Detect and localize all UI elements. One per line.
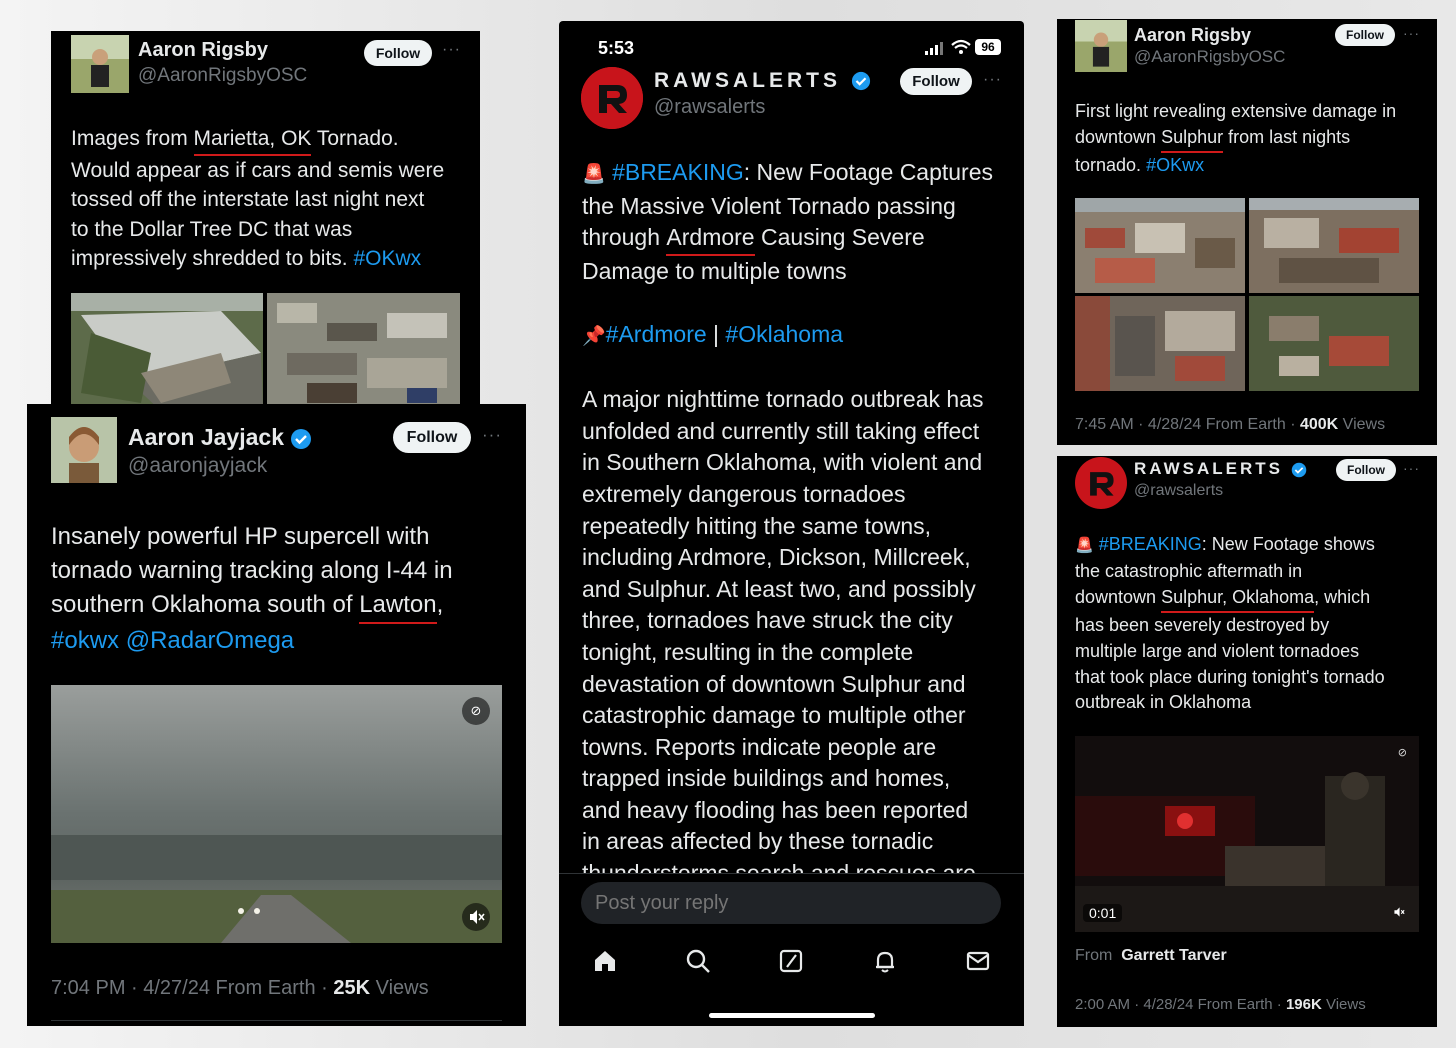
author-name[interactable]: Aaron Rigsby [138, 39, 269, 61]
gif-toggle-icon[interactable]: ⊘ [462, 697, 490, 725]
attribution-name[interactable]: Garrett Tarver [1121, 947, 1227, 964]
more-options-icon[interactable]: ··· [1403, 25, 1420, 41]
timestamp-views: 7:04 PM · 4/27/24 From Earth · 25K Views [51, 977, 429, 999]
phone-screenshot-rawsalerts [559, 21, 1024, 1025]
author-name[interactable]: Aaron Jayjack [128, 424, 284, 450]
damage-photo-warehouse[interactable] [71, 293, 263, 411]
damage-photo-grid [1075, 198, 1419, 391]
damage-photo-3[interactable] [1075, 296, 1245, 391]
tweet-text: 🚨 #BREAKING: New Footage shows the catastrophic aftermath in downtown Sulphur, Oklahoma, which has been severely destroyed by multiple large and violent tornadoes that took place during tonight's tornado outbreak in Oklahoma [1075, 534, 1385, 713]
signal-icon [925, 41, 945, 55]
avatar[interactable] [1075, 457, 1127, 509]
aftermath-video[interactable] [1075, 736, 1419, 932]
timestamp-views: 2:00 AM · 4/28/24 From Earth · 196K Views [1075, 996, 1366, 1013]
mention-link[interactable]: @RadarOmega [125, 627, 295, 654]
underlined-place: Lawton [359, 588, 436, 624]
tweet-text: Images from Marietta, OK Tornado. Would appear as if cars and semis were tossed off the interstate last night next to the Dollar Tree DC that was impressively shredded to bits. #OKwx [71, 124, 471, 274]
mute-icon[interactable] [1391, 904, 1407, 920]
author-handle[interactable]: @aaronjayjack [128, 454, 268, 477]
avatar[interactable] [51, 417, 117, 483]
underlined-place: Marietta, OK [194, 124, 312, 156]
damage-photo-2[interactable] [1249, 198, 1419, 293]
tweet-card-jayjack [27, 404, 526, 1026]
more-options-icon[interactable]: ··· [983, 71, 1002, 88]
tweet-card-rigsby-marietta [51, 31, 480, 411]
supercell-video[interactable] [51, 685, 502, 943]
divider [51, 1020, 502, 1021]
tweet-card-rawsalerts-sulphur [1057, 456, 1437, 1027]
tweet-text: Insanely powerful HP supercell with tornado warning tracking along I-44 in southern Oklahoma south of Lawton, #okwx @RadarOmega [51, 523, 453, 654]
hashtag-link[interactable]: #OKwx [1146, 154, 1205, 175]
follow-button[interactable]: Follow [900, 68, 972, 95]
underlined-place: Sulphur, Oklahoma [1161, 585, 1314, 613]
tweet-text: First light revealing extensive damage in downtown Sulphur from last nights tornado. #OKwx [1075, 101, 1397, 175]
search-icon[interactable] [685, 948, 711, 974]
author-handle[interactable]: @AaronRigsbyOSC [1134, 47, 1286, 66]
author-name[interactable]: Aaron Rigsby [1134, 25, 1252, 45]
more-options-icon[interactable]: ··· [442, 41, 461, 58]
verified-badge-icon [1291, 462, 1307, 478]
home-indicator [709, 1013, 875, 1018]
reply-input[interactable] [581, 882, 1001, 924]
home-icon[interactable] [592, 948, 618, 974]
underlined-place: Ardmore [666, 222, 754, 256]
follow-button[interactable]: Follow [1336, 459, 1396, 481]
hashtag-link[interactable]: #OKwx [353, 247, 422, 270]
tweet-text: 🚨 #BREAKING: New Footage Captures the Massive Violent Tornado passing through Ardmore Causing Severe Damage to multiple towns 📌#Ardmore | #Oklahoma A major nighttime tornado outbreak has unfolded and currently still taking effect in Southern Oklahoma, with violent and extremely dangerous tornadoes repeatedly hitting the same towns, including Ardmore, Dickson, Millcreek, and Sulphur. At least two, and possibly three, tornadoes have struck the city tonight, resulting in the complete devastation of downtown Sulphur and catastrophic damage to multiple other towns. Reports indicate people are trapped inside buildings and homes, and heavy flooding has been reported in areas affected by these tornadic [582, 159, 994, 855]
battery-icon: 96 [975, 39, 1001, 55]
hashtag-link[interactable]: #okwx [51, 627, 120, 654]
hashtag-link[interactable]: #BREAKING [1098, 534, 1202, 554]
status-clock: 5:53 [598, 38, 635, 58]
mute-icon[interactable] [462, 903, 490, 931]
author-name[interactable]: RAWSALERTS [654, 69, 841, 92]
author-name[interactable]: RAWSALERTS [1134, 459, 1283, 478]
verified-badge-icon [290, 428, 312, 450]
avatar[interactable] [71, 35, 129, 93]
hashtag-link[interactable]: #BREAKING [612, 159, 744, 185]
author-handle[interactable]: @rawsalerts [654, 96, 766, 118]
wifi-icon [951, 39, 971, 55]
video-attribution: From Garrett Tarver [1075, 947, 1227, 964]
tweet-card-rigsby-sulphur [1057, 19, 1437, 445]
damage-photo-4[interactable] [1249, 296, 1419, 391]
reply-bar [559, 873, 1024, 1026]
underlined-place: Sulphur [1161, 125, 1223, 153]
messages-icon[interactable] [965, 948, 991, 974]
hashtag-link[interactable]: #Oklahoma [725, 320, 844, 347]
avatar[interactable] [1075, 20, 1127, 72]
follow-button[interactable]: Follow [393, 422, 471, 453]
more-options-icon[interactable]: ··· [482, 425, 502, 444]
notifications-icon[interactable] [872, 948, 898, 974]
video-timestamp: 0:01 [1083, 904, 1122, 922]
follow-button[interactable]: Follow [1335, 24, 1395, 46]
gif-toggle-icon[interactable]: ⊘ [1397, 747, 1407, 759]
follow-button[interactable]: Follow [364, 40, 432, 66]
verified-badge-icon [851, 71, 871, 91]
avatar[interactable] [581, 67, 643, 129]
damage-photo-1[interactable] [1075, 198, 1245, 293]
more-options-icon[interactable]: ··· [1403, 460, 1420, 476]
timestamp-views: 7:45 AM · 4/28/24 From Earth · 400K Views [1075, 416, 1386, 433]
author-handle[interactable]: @rawsalerts [1134, 482, 1224, 499]
hashtag-link[interactable]: #Ardmore [605, 320, 707, 347]
damage-photo-debris[interactable] [267, 293, 460, 411]
grok-icon[interactable] [778, 948, 804, 974]
author-handle[interactable]: @AaronRigsbyOSC [138, 65, 308, 86]
